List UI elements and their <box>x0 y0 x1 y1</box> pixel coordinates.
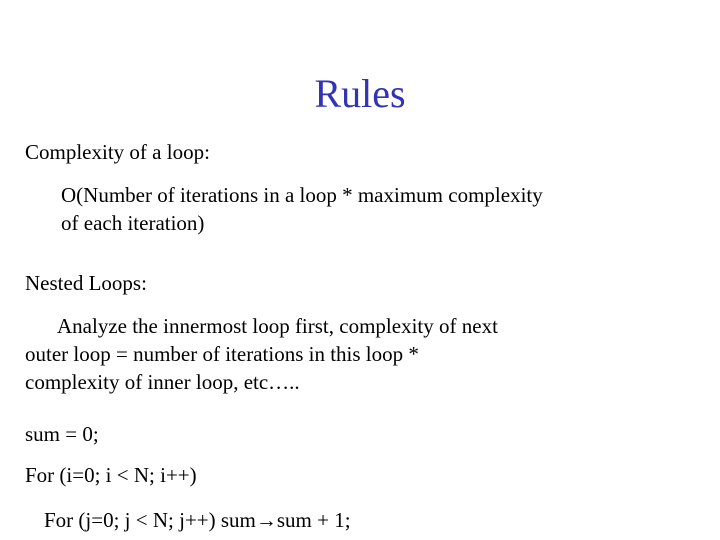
code-line-outer-for: For (i=0; i < N; i++) <box>25 463 197 487</box>
slide-title <box>0 70 720 118</box>
code-line-sum-init: sum = 0; <box>25 422 99 446</box>
code-line-inner-for: For (j=0; j < N; j++) sum→sum + 1; <box>44 508 351 532</box>
complexity-heading: Complexity of a loop: <box>25 140 210 164</box>
complexity-detail-line-1: O(Number of iterations in a loop * maximum complexity <box>61 183 543 207</box>
nested-loops-detail-line-3: complexity of inner loop, etc….. <box>25 370 300 394</box>
nested-loops-heading: Nested Loops: <box>25 271 147 295</box>
complexity-detail-line-2: of each iteration) <box>61 211 205 235</box>
slide-title-text: Rules <box>314 71 406 116</box>
nested-loops-detail-line-1: Analyze the innermost loop first, complexity of next <box>57 314 498 338</box>
nested-loops-detail-line-2: outer loop = number of iterations in this loop * <box>25 342 419 366</box>
